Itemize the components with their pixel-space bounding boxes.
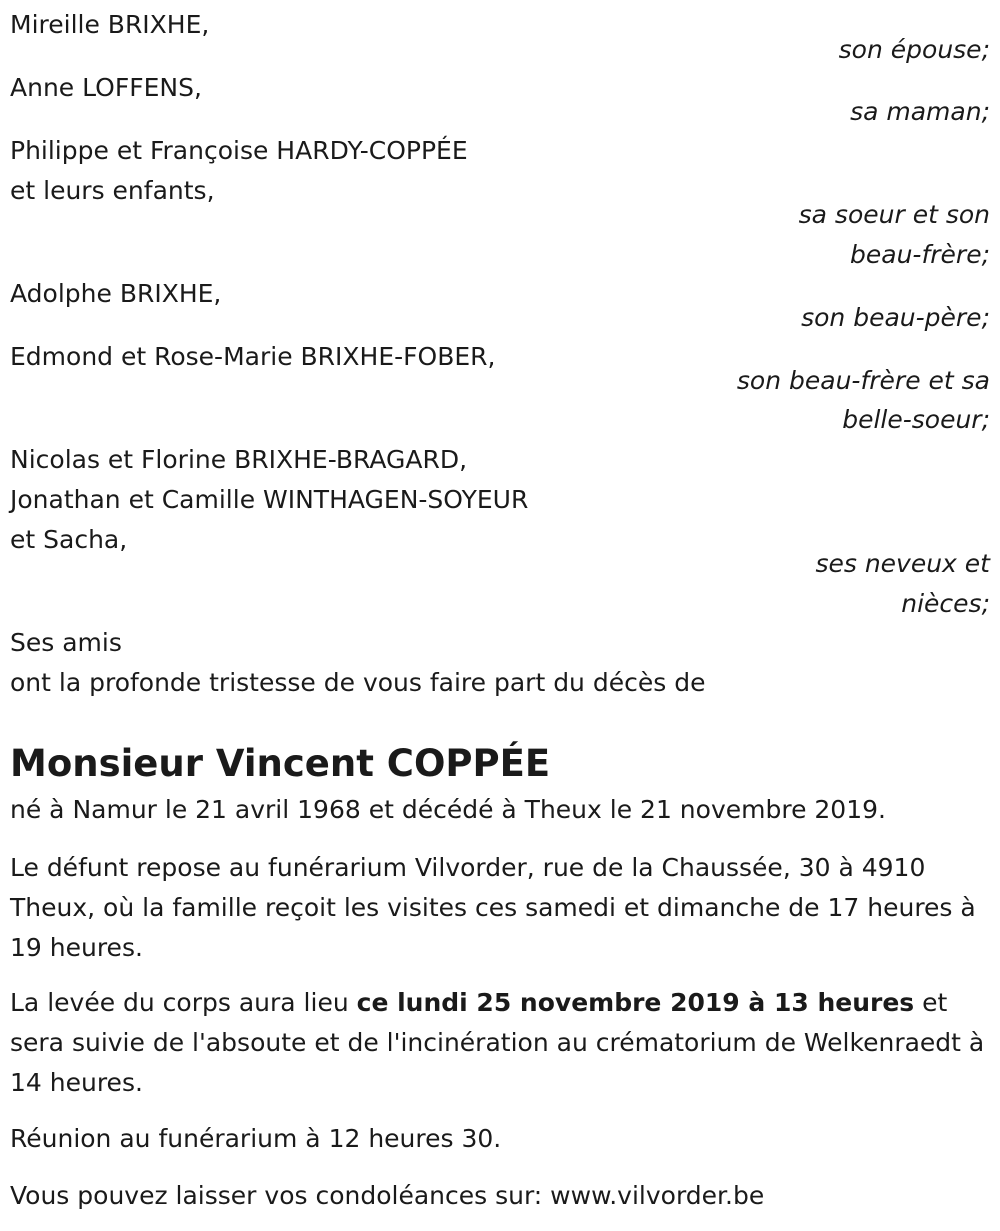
reunion-line: Réunion au funérarium à 12 heures 30. bbox=[10, 1124, 502, 1153]
family-member-philippe: Philippe et Françoise HARDY-COPPÉE bbox=[10, 136, 468, 165]
friends-line: Ses amis bbox=[10, 628, 122, 657]
relation-philippe-line-1: sa soeur et son bbox=[798, 200, 990, 229]
deceased-dates: né à Namur le 21 avril 1968 et décédé à Theux le 21 novembre 2019. bbox=[10, 795, 886, 824]
family-member-edmond: Edmond et Rose-Marie BRIXHE-FOBER, bbox=[10, 342, 496, 371]
family-member-nicolas: Nicolas et Florine BRIXHE-BRAGARD, bbox=[10, 445, 468, 474]
relation-edmond-line-1: son beau-frère et sa bbox=[736, 366, 990, 395]
deceased-name: Monsieur Vincent COPPÉE bbox=[10, 742, 551, 785]
repose-paragraph: Le défunt repose au funérarium Vilvorder, rue de la Chaussée, 30 à 4910 Theux, où la famille reçoit les visites ces samedi et dimanche de 17 heures à 19 heures. bbox=[10, 853, 976, 962]
levee-suffix: et sera suivie de l'absoute et de l'incinération au crématorium de Welkenraedt à 14 heures. bbox=[10, 988, 985, 1097]
levee-date: ce lundi 25 novembre 2019 à 13 heures bbox=[356, 988, 915, 1017]
relation-anne: sa maman; bbox=[850, 97, 990, 126]
relation-nephews-line-2: nièces; bbox=[901, 589, 990, 618]
family-member-sacha: et Sacha, bbox=[10, 525, 128, 554]
family-member-philippe-children: et leurs enfants, bbox=[10, 176, 215, 205]
family-member-jonathan: Jonathan et Camille WINTHAGEN-SOYEUR bbox=[10, 485, 529, 514]
relation-mireille: son épouse; bbox=[838, 35, 990, 64]
relation-philippe-line-2: beau-frère; bbox=[850, 240, 990, 269]
relation-adolphe: son beau-père; bbox=[801, 303, 990, 332]
family-member-adolphe: Adolphe BRIXHE, bbox=[10, 279, 222, 308]
levee-prefix: La levée du corps aura lieu bbox=[10, 988, 357, 1017]
announcement-line: ont la profonde tristesse de vous faire part du décès de bbox=[10, 668, 706, 697]
family-member-anne: Anne LOFFENS, bbox=[10, 73, 202, 102]
condolences-line: Vous pouvez laisser vos condoléances sur: www.vilvorder.be bbox=[10, 1181, 765, 1210]
family-member-mireille: Mireille BRIXHE, bbox=[10, 10, 210, 39]
relation-edmond-line-2: belle-soeur; bbox=[842, 405, 990, 434]
levee-paragraph bbox=[10, 983, 985, 1103]
relation-nephews-line-1: ses neveux et bbox=[815, 549, 990, 578]
